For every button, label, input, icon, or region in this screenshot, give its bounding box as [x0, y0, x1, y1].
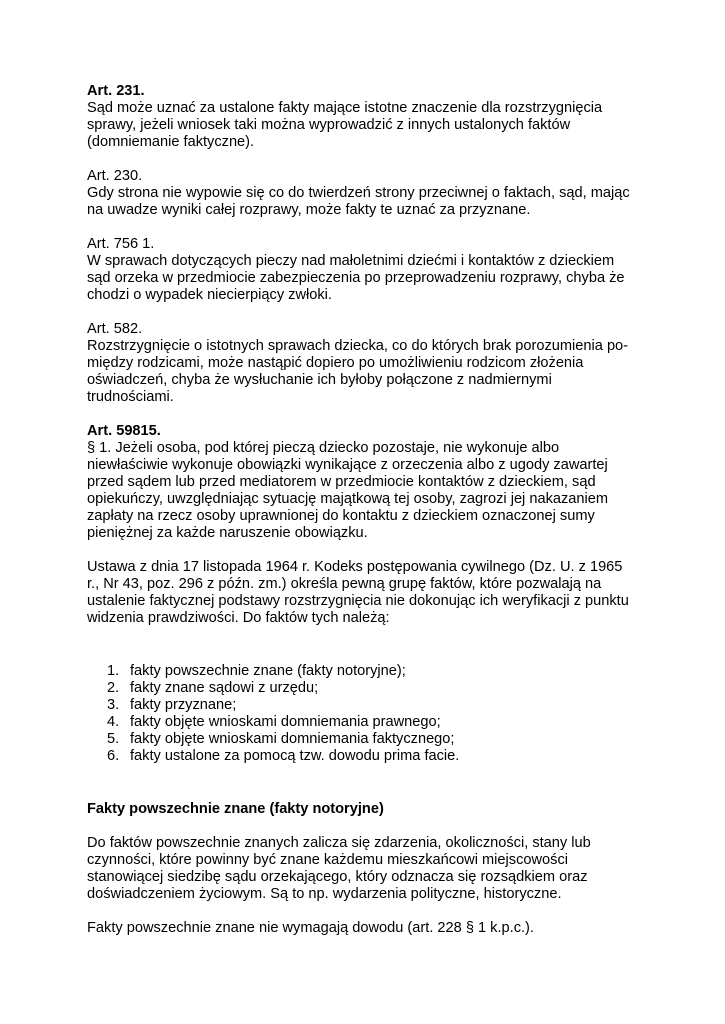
- article-text-line: chodzi o wypadek niecierpiący zwłoki.: [87, 287, 332, 303]
- article-text-line: (domniemanie faktyczne).: [87, 134, 255, 150]
- article-heading: [87, 423, 685, 440]
- article-text-line: zapłaty na rzecz osoby uprawnionej do kontaktu z dzieckiem oznaczonej sumy: [87, 508, 595, 524]
- list-number: 3.: [107, 697, 120, 713]
- list-item: [87, 748, 685, 765]
- article-text-line: pieniężnej za każde naruszenie obowiązku.: [87, 525, 368, 541]
- article-heading: Art. 230.: [87, 168, 143, 184]
- section-notoryjne: [87, 801, 685, 818]
- article-text-line: § 1. Jeżeli osoba, pod której pieczą dziecko pozostaje, nie wykonuje albo: [87, 440, 560, 456]
- paragraph-line: doświadczeniem życiowym. Są to np. wydarzenia polityczne, historyczne.: [87, 886, 562, 902]
- list-number: 6.: [107, 748, 120, 764]
- article-heading: Art. 231.: [87, 83, 145, 99]
- paragraph-line: Fakty powszechnie znane nie wymagają dowodu (art. 228 § 1 k.p.c.).: [87, 920, 534, 936]
- paragraph-line: r., Nr 43, poz. 296 z późn. zm.) określa pewną grupę faktów, które pozwalają na: [87, 576, 602, 592]
- paragraph-line: Ustawa z dnia 17 listopada 1964 r. Kodeks postępowania cywilnego (Dz. U. z 1965: [87, 559, 623, 575]
- list-number: 1.: [107, 663, 120, 679]
- article-heading-number: . 59815.: [108, 423, 161, 439]
- paragraph-line: stanowiącej siedzibę sądu orzekającego, który odznacza się rozsądkiem oraz: [87, 869, 588, 885]
- fact-types-list: [87, 663, 685, 765]
- spacer: [87, 765, 685, 801]
- article-59815: [87, 423, 685, 542]
- paragraph-line: czynności, które powinny być znane każdemu mieszkańcowi miejscowości: [87, 852, 568, 868]
- paragraph-line: Do faktów powszechnie znanych zalicza się zdarzenia, okoliczności, stany lub: [87, 835, 591, 851]
- list-item: [87, 714, 685, 731]
- list-item: [87, 680, 685, 697]
- paragraph-line: widzenia prawdziwości. Do faktów tych należą:: [87, 610, 390, 626]
- article-text-line: opiekuńczy, uwzględniając sytuację majątkową tej osoby, zagrozi jej nakazaniem: [87, 491, 609, 507]
- article-text-line: sąd orzeka w przedmiocie zabezpieczenia po przeprowadzeniu rozprawy, chyba że: [87, 270, 625, 286]
- article-text-line: trudnościami.: [87, 389, 174, 405]
- article-230: [87, 168, 685, 219]
- article-heading-prefix: Art: [87, 423, 109, 439]
- article-heading: Art. 582.: [87, 321, 143, 337]
- list-item-text: fakty przyznane;: [130, 697, 237, 713]
- list-item-text: fakty znane sądowi z urzędu;: [130, 680, 319, 696]
- list-item-text: fakty objęte wnioskami domniemania prawnego;: [130, 714, 441, 730]
- closing-paragraph: [87, 920, 685, 937]
- article-text-line: między rodzicami, może nastąpić dopiero po umożliwieniu rodzicom złożenia: [87, 355, 584, 371]
- section-paragraph: [87, 835, 685, 903]
- article-231: [87, 83, 685, 151]
- list-number: 2.: [107, 680, 120, 696]
- article-text-line: sprawy, jeżeli wniosek taki można wyprowadzić z innych ustalonych faktów: [87, 117, 571, 133]
- list-item-text: fakty powszechnie znane (fakty notoryjne);: [130, 663, 406, 679]
- intro-paragraph: [87, 559, 685, 627]
- list-item: [87, 697, 685, 714]
- article-heading: Art. 756 1.: [87, 236, 155, 252]
- article-text-line: oświadczeń, chyba że wysłuchanie ich byłoby połączone z nadmiernymi: [87, 372, 552, 388]
- article-text-line: Gdy strona nie wypowie się co do twierdzeń strony przeciwnej o faktach, sąd, mając: [87, 185, 630, 201]
- spacer: [87, 627, 685, 663]
- list-item-text: fakty objęte wnioskami domniemania faktycznego;: [130, 731, 455, 747]
- list-item: [87, 731, 685, 748]
- article-text-line: W sprawach dotyczących pieczy nad małoletnimi dziećmi i kontaktów z dzieckiem: [87, 253, 615, 269]
- article-756: [87, 236, 685, 304]
- article-582: [87, 321, 685, 406]
- article-text-line: Sąd może uznać za ustalone fakty mające istotne znaczenie dla rozstrzygnięcia: [87, 100, 603, 116]
- list-number: 5.: [107, 731, 120, 747]
- list-number: 4.: [107, 714, 120, 730]
- article-text-line: na uwadze wyniki całej rozprawy, może fakty te uznać za przyznane.: [87, 202, 531, 218]
- article-text-line: przed sądem lub przed mediatorem w przedmiocie kontaktów z dzieckiem, sąd: [87, 474, 596, 490]
- list-item: [87, 663, 685, 680]
- section-heading: Fakty powszechnie znane (fakty notoryjne): [87, 801, 384, 817]
- paragraph-line: ustalenie faktycznej podstawy rozstrzygnięcia nie dokonując ich weryfikacji z punktu: [87, 593, 629, 609]
- article-text-line: Rozstrzygnięcie o istotnych sprawach dziecka, co do których brak porozumienia po-: [87, 338, 629, 354]
- article-text-line: niewłaściwie wykonuje obowiązki wynikające z orzeczenia albo z ugody zawartej: [87, 457, 608, 473]
- list-item-text: fakty ustalone za pomocą tzw. dowodu prima facie.: [130, 748, 460, 764]
